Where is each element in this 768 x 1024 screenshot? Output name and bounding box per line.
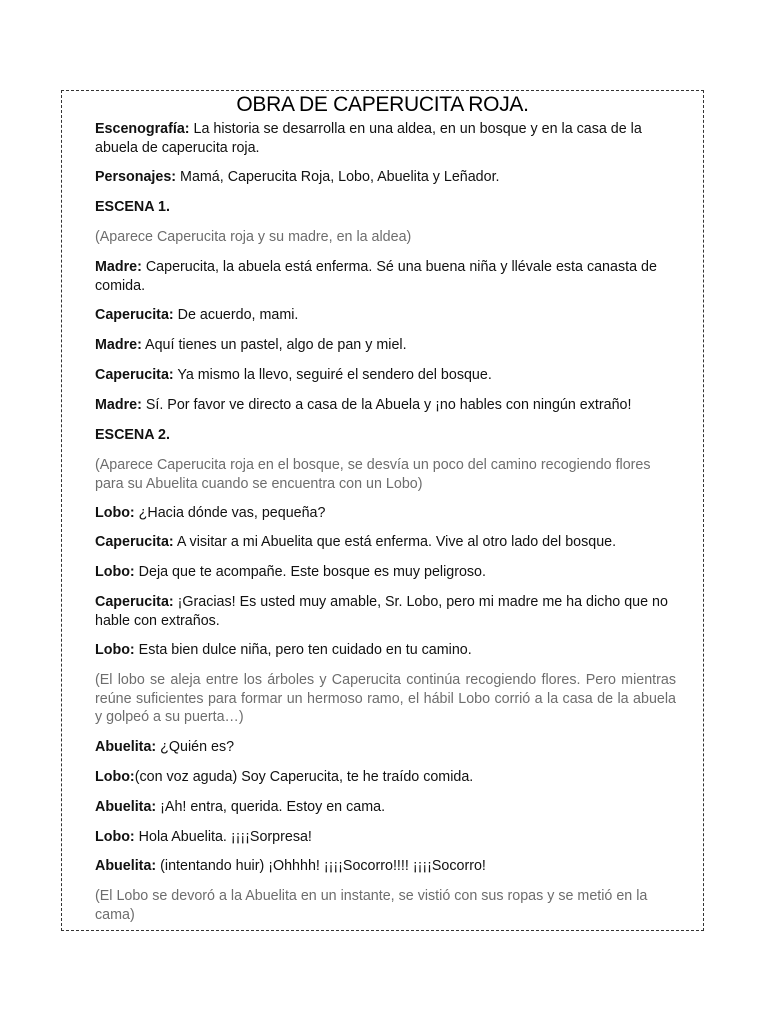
line-speaker: Lobo: [95,564,135,580]
line-text: ¡Gracias! Es usted muy amable, Sr. Lobo, pero mi madre me ha dicho que no hable con extraños. [95,594,668,629]
line-text: A visitar a mi Abuelita que está enferma. Vive al otro lado del bosque. [173,534,617,550]
page-title: OBRA DE CAPERUCITA ROJA. [236,93,529,116]
line-text: (Aparece Caperucita roja en el bosque, se desvía un poco del camino recogiendo flores para su Abuelita cuando se encuentra con un Lobo) [95,457,651,492]
line-speaker: Madre: [95,259,142,275]
dialogue-line [95,738,676,757]
stage-direction [95,671,676,727]
line-speaker: Lobo: [95,829,135,845]
line-speaker: Lobo: [95,769,135,785]
line-text: ¿Hacia dónde vas, pequeña? [134,505,326,521]
line-text: (El lobo se aleja entre los árboles y Caperucita continúa recogiendo flores. Pero mientras reúne suficientes para formar un hermoso ramo, el hábil Lobo corrió a la casa de la abuela y golpeó a su puerta…) [95,672,676,725]
dialogue-line [95,396,676,415]
line-speaker: Caperucita: [95,307,174,323]
dialogue-line [95,593,676,630]
line-text: Sí. Por favor ve directo a casa de la Abuela y ¡no hables con ningún extraño! [141,397,632,413]
line-speaker: Abuelita: [95,799,157,815]
line-speaker: Lobo: [95,642,135,658]
line-speaker: Caperucita: [95,534,174,550]
line-speaker: Escenografía: [95,121,190,137]
dialogue-line [95,366,676,385]
line-speaker: ESCENA 1. [95,199,170,215]
dialogue-line [95,828,676,847]
line-speaker: ESCENA 2. [95,427,170,443]
line-text: La historia se desarrolla en una aldea, en un bosque y en la casa de la abuela de caperucita roja. [95,121,642,156]
line-text: Mamá, Caperucita Roja, Lobo, Abuelita y Leñador. [176,169,500,185]
line-text: Hola Abuelita. ¡¡¡¡Sorpresa! [134,829,312,845]
line-speaker: Madre: [95,337,142,353]
dialogue-line [95,504,676,523]
dialogue-line [95,336,676,355]
dialogue-line [95,641,676,660]
characters-line [95,168,676,187]
line-text: (intentando huir) ¡Ohhhh! ¡¡¡¡Socorro!!!! ¡¡¡¡Socorro! [156,858,486,874]
line-speaker: Lobo: [95,505,135,521]
line-speaker: Abuelita: [95,858,157,874]
line-text: ¿Quién es? [156,739,235,755]
line-text: Esta bien dulce niña, pero ten cuidado en tu camino. [134,642,472,658]
line-text: Ya mismo la llevo, seguiré el sendero del bosque. [173,367,492,383]
line-text: (Aparece Caperucita roja y su madre, en la aldea) [95,229,412,245]
scene-heading [95,426,676,445]
line-text: De acuerdo, mami. [173,307,299,323]
dialogue-line [95,258,676,295]
line-speaker: Abuelita: [95,739,157,755]
line-speaker: Caperucita: [95,594,174,610]
line-text: (con voz aguda) Soy Caperucita, te he traído comida. [134,769,474,785]
dialogue-line [95,563,676,582]
stage-direction [95,456,676,493]
line-text: Deja que te acompañe. Este bosque es muy peligroso. [134,564,486,580]
line-speaker: Caperucita: [95,367,174,383]
dialogue-line [95,798,676,817]
line-text: Aquí tienes un pastel, algo de pan y miel. [141,337,407,353]
dialogue-line [95,768,676,787]
dialogue-line [95,857,676,876]
dialogue-line [95,533,676,552]
stage-direction [95,228,676,247]
document-frame [61,90,704,931]
line-text: ¡Ah! entra, querida. Estoy en cama. [156,799,386,815]
line-text: (El Lobo se devoró a la Abuelita en un instante, se vistió con sus ropas y se metió en la cama) [95,888,648,923]
stage-direction [95,887,676,924]
line-speaker: Personajes: [95,169,177,185]
line-speaker: Madre: [95,397,142,413]
line-text: Caperucita, la abuela está enferma. Sé una buena niña y llévale esta canasta de comida. [95,259,657,294]
set-description [95,120,676,157]
scene-heading [95,198,676,217]
dialogue-line [95,306,676,325]
